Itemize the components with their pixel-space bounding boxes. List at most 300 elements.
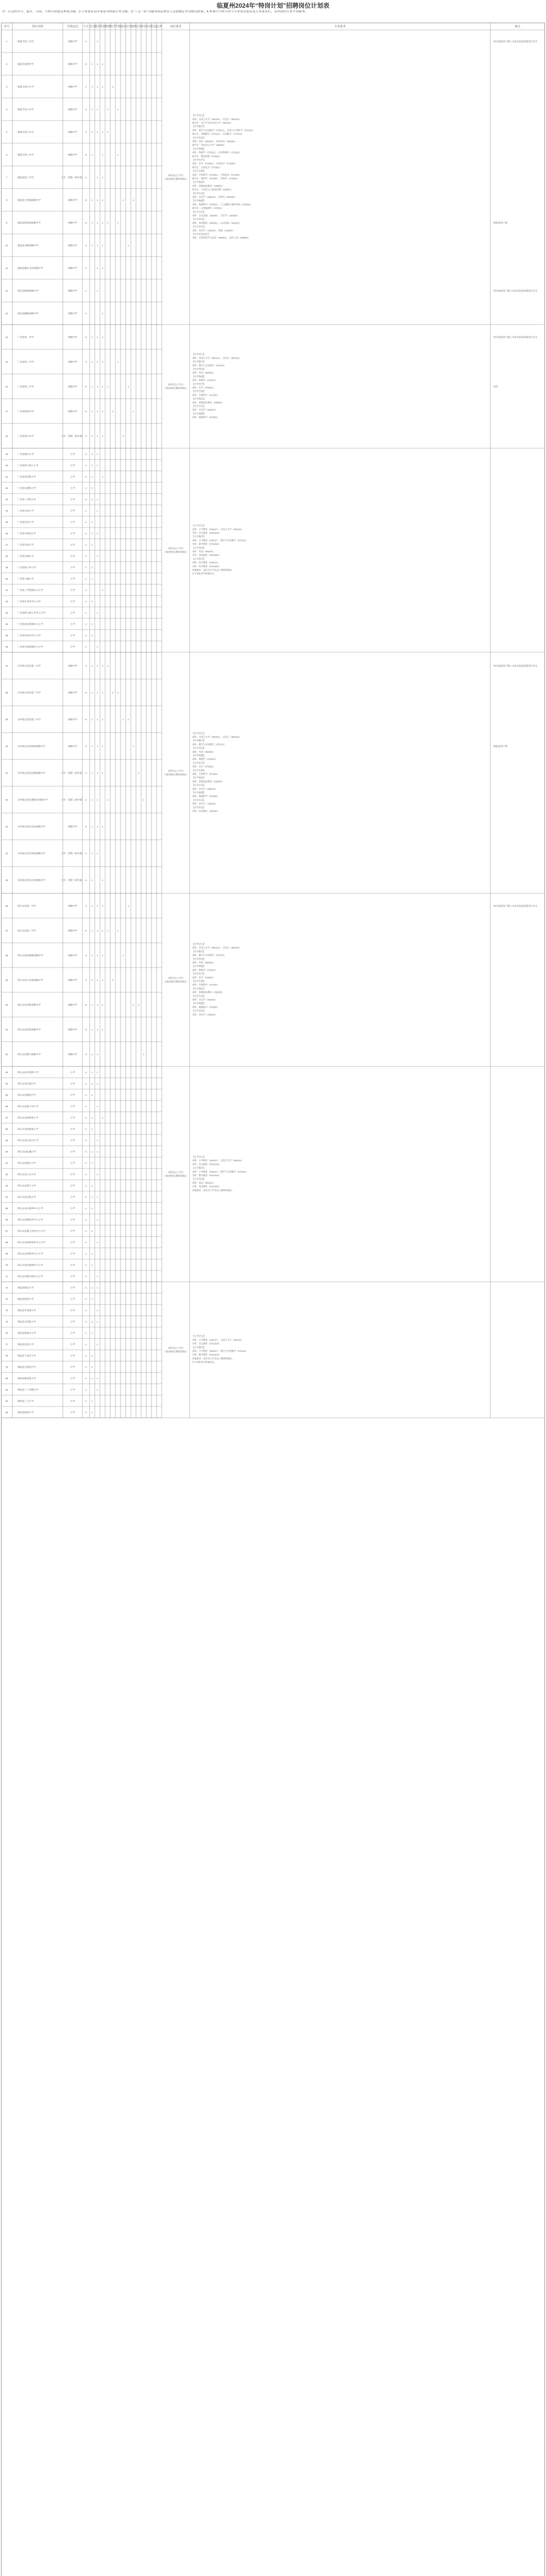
school-name: 广河县买家巷小学	[18, 532, 36, 535]
school-level: 小学	[70, 1400, 75, 1402]
major-requirement-line: 本科：英语（050201）	[192, 1181, 215, 1184]
school-name: 康乐县附城初级中学	[18, 290, 39, 292]
school-level: 小学	[70, 498, 75, 501]
subject-count: 1	[96, 852, 98, 855]
row-number: 55	[5, 1094, 8, 1096]
subject-count: 1	[107, 929, 109, 932]
school-level: 小学	[70, 544, 75, 546]
row-number: 73	[5, 1298, 8, 1300]
major-requirement-line: 专科：语文教育（570103K）	[192, 1342, 221, 1345]
school-level: 初级中学	[68, 825, 77, 828]
major-requirement-line: 【中学物理】	[192, 754, 206, 757]
major-requirement-line: 本科：地理科学（070501）	[192, 795, 220, 798]
subject-count: 1	[96, 1028, 98, 1031]
school-name: 广河县第五中学	[18, 435, 34, 437]
school-level: 小学	[70, 1150, 75, 1153]
row-number: 26	[5, 532, 8, 535]
major-requirement-line: 【中学政治】	[192, 397, 206, 400]
major-requirement-line: 【小学语文】	[192, 1335, 206, 1338]
position-total: 5	[85, 222, 87, 224]
major-requirement-line: 本科：地理科学（070501）	[192, 1006, 220, 1009]
major-requirement-line: 【中学生物】	[192, 390, 206, 393]
subject-count: 1	[91, 521, 93, 523]
row-number: 24	[5, 510, 8, 512]
major-requirement-line: 本科：汉语言文学（050101）、汉语言（050102）	[192, 357, 242, 360]
row-number: 81	[5, 1388, 8, 1391]
position-total: 1	[85, 1343, 87, 1346]
major-requirement-line: 本科：物理学（070201）	[192, 758, 217, 761]
row-number: 78	[5, 1354, 8, 1357]
row-number: 42	[5, 799, 8, 801]
subject-count: 1	[96, 290, 98, 292]
row-number: 51	[5, 1028, 8, 1031]
subject-count: 1	[96, 905, 98, 907]
major-requirement-line: 本科：生物科学（071001）、生物技术（071002）	[192, 173, 242, 176]
subject-count: 1	[96, 1241, 98, 1244]
school-name: 和政县三合小学	[18, 1400, 34, 1402]
school-name: 广河县齐家小学	[18, 544, 34, 546]
major-requirement-line: 【中学信息技术】	[192, 233, 210, 235]
school-level: 九年一贯制（初中部）	[61, 176, 84, 179]
position-total: 1	[85, 646, 87, 648]
subject-count: 1	[91, 108, 93, 111]
subject-count: 1	[91, 199, 93, 201]
position-total: 2	[85, 852, 87, 855]
school-level: 小学	[70, 566, 75, 569]
position-total: 1	[85, 1400, 87, 1402]
row-number: 22	[5, 487, 8, 489]
row-number: 34	[5, 623, 8, 625]
major-requirement-line: 【小学数学】	[192, 535, 206, 538]
subject-count: 1	[122, 435, 124, 437]
school-level: 小学	[70, 1252, 75, 1255]
school-level: 小学	[70, 532, 75, 535]
school-level: 小学	[70, 1332, 75, 1334]
row-note: 限临夏州户籍	[493, 222, 507, 224]
position-total: 2	[85, 1196, 87, 1198]
row-number: 13	[5, 312, 8, 315]
school-name: 积石山县第一中学	[18, 905, 36, 907]
subject-count: 1	[96, 1071, 98, 1074]
row-number: 65	[5, 1207, 8, 1210]
row-number: 33	[5, 612, 8, 614]
school-name: 广河县第三中学	[18, 385, 34, 388]
job-requirement: 本科及以上学历	[167, 977, 184, 979]
row-number: 71	[5, 1275, 8, 1278]
school-level: 初级中学	[68, 86, 77, 88]
subject-count: 1	[101, 825, 104, 828]
school-name: 临夏市第四中学	[18, 63, 34, 65]
subject-count: 1	[91, 799, 93, 801]
row-number: 74	[5, 1309, 8, 1312]
row-number: 6	[6, 154, 8, 156]
row-number: 46	[5, 905, 8, 907]
school-name: 广河县祁家集小学	[18, 476, 36, 478]
major-requirement-line: 其他要求：需具有小学及以上教师资格证。	[192, 1189, 234, 1192]
position-total: 1	[85, 1094, 87, 1096]
position-total: 1	[85, 544, 87, 546]
subject-count: 1	[96, 108, 98, 111]
school-name: 临夏市第三中学	[18, 40, 34, 43]
major-requirement-line: 【中学数学】	[192, 125, 206, 128]
school-level: 小学	[70, 453, 75, 455]
major-requirement-line: 研究生：语言学及应用语言学（050102）	[192, 122, 233, 124]
major-requirement-line: 本科：英语（050201）	[192, 961, 215, 964]
row-number: 4	[6, 108, 8, 111]
major-requirement-line: 本科：小学教育（040107）、数学与应用数学（070101）	[192, 1350, 248, 1352]
subject-count: 1	[96, 63, 98, 65]
subject-count: 1	[101, 63, 104, 65]
school-name: 广河县三甲集镇中心小学	[18, 589, 43, 591]
subject-count: 1	[96, 1377, 98, 1380]
job-requirement: 并取得相应教师资格证	[164, 387, 187, 389]
row-number: 1	[6, 40, 8, 43]
major-requirement-line: 【中学历史】	[192, 784, 206, 787]
major-requirement-line: 【中学英语】	[192, 747, 206, 750]
column-header: 语文	[89, 25, 95, 28]
row-note: 男性	[493, 385, 498, 388]
subject-count: 1	[96, 929, 98, 932]
subject-count: 1	[101, 1116, 104, 1119]
position-total: 4	[85, 131, 87, 133]
subject-count: 1	[107, 108, 109, 111]
subject-count: 1	[101, 222, 104, 224]
row-number: 23	[5, 498, 8, 501]
job-requirement: 本科及以上学历	[167, 1347, 184, 1349]
school-level: 小学	[70, 1105, 75, 1108]
position-total: 2	[85, 1320, 87, 1323]
major-requirement-line: 本科：美术学（130401）、绘画（130402）	[192, 229, 235, 232]
subject-count: 1	[91, 1230, 93, 1232]
row-number: 45	[5, 879, 8, 882]
subject-count: 1	[96, 199, 98, 201]
subject-count: 1	[96, 1218, 98, 1221]
subject-count: 1	[96, 1275, 98, 1278]
school-name: 东乡族自治县第二中学	[18, 691, 41, 694]
school-name: 广河县水泉小学	[18, 510, 34, 512]
major-requirement-line: 本科：汉语言文学（050101）、汉语言（050102）	[192, 736, 242, 738]
major-requirement-line: 本科：英语（050201）、商务英语（050262）	[192, 140, 237, 143]
row-number: 75	[5, 1320, 8, 1323]
major-requirement-line: 【中学政治】	[192, 181, 206, 184]
job-requirement: 本科及以上学历	[167, 383, 184, 386]
major-requirement-line: 【中学化学】	[192, 761, 206, 765]
subject-count: 1	[91, 1150, 93, 1153]
school-level: 小学	[70, 521, 75, 523]
subject-count: 1	[96, 555, 98, 557]
subject-count: 1	[96, 745, 98, 748]
subject-count: 1	[91, 464, 93, 467]
major-requirement-line: 本科：物理学（070201）	[192, 969, 217, 972]
major-requirement-line: 本科：化学（070301）、应用化学（070302）	[192, 162, 237, 165]
school-level: 九年一贯制（初中部）	[61, 772, 84, 774]
job-requirement: 本科及以上学历	[167, 174, 184, 177]
position-total: 1	[85, 1218, 87, 1221]
subject-count: 1	[91, 544, 93, 546]
position-total: 3	[85, 1053, 87, 1056]
school-name: 和政县三十里铺小学	[18, 1388, 39, 1391]
row-number: 53	[5, 1071, 8, 1074]
row-number: 19	[5, 453, 8, 455]
row-number: 32	[5, 600, 8, 603]
job-requirement: 本科及以上学历	[167, 1171, 184, 1174]
subject-count: 1	[91, 1332, 93, 1334]
position-total: 1	[85, 1230, 87, 1232]
row-number: 11	[5, 267, 8, 269]
school-name: 积石山县石塬小学	[18, 1082, 36, 1085]
major-requirement-line: 【中学物理】	[192, 965, 206, 968]
subject-count: 1	[96, 410, 98, 413]
subject-count: 1	[96, 336, 98, 338]
school-level: 小学	[70, 487, 75, 489]
row-note: 须为临夏州户籍人员或在临夏州就读毕业生	[493, 40, 538, 43]
column-header: 数学	[94, 25, 100, 28]
position-total: 1	[85, 510, 87, 512]
major-requirement-line: 【中学英语】	[192, 136, 206, 139]
subject-count: 1	[107, 222, 109, 224]
subject-count: 1	[91, 745, 93, 748]
position-total: 2	[85, 1150, 87, 1153]
subject-count: 1	[96, 979, 98, 981]
major-requirement-line: 【中学生物】	[192, 980, 206, 982]
subject-count: 1	[122, 954, 124, 957]
subject-count: 1	[117, 361, 119, 363]
position-total: 5	[85, 691, 87, 694]
subject-count: 1	[91, 665, 93, 667]
row-number: 44	[5, 852, 8, 855]
major-requirement-line: 本科：数学与应用数学（070101）	[192, 364, 226, 367]
column-header: 合计	[83, 25, 89, 28]
major-requirement-line: 【小学数学】	[192, 1346, 206, 1349]
major-requirement-line: 本科：地理科学（070501）、人文地理与城乡规划（070503）	[192, 203, 252, 206]
subject-count: 1	[96, 532, 98, 535]
subject-count: 1	[96, 453, 98, 455]
subject-count: 1	[101, 979, 104, 981]
subject-count: 1	[91, 1377, 93, 1380]
major-requirement-line: 专科：语文教育（570103K）	[192, 532, 221, 534]
school-name: 积石山县银川初级中学	[18, 1053, 41, 1056]
subject-count: 1	[112, 979, 114, 981]
major-requirement-line: 专科：数学教育（570104K）	[192, 1353, 221, 1357]
major-requirement-line: 本科：思想政治教育（030503）	[192, 780, 224, 783]
school-level: 小学	[70, 1128, 75, 1130]
school-name: 积石山县安集小学	[18, 1196, 36, 1198]
subject-count: 1	[91, 1286, 93, 1289]
school-level: 初级中学	[68, 290, 77, 292]
row-number: 79	[5, 1366, 8, 1368]
school-name: 东乡族自治县果园初级中学	[18, 852, 45, 855]
school-name: 东乡族自治县那勒寺初级中学	[18, 799, 48, 801]
position-total: 1	[85, 555, 87, 557]
school-level: 小学	[70, 1196, 75, 1198]
school-name: 广河县第二中学	[18, 361, 34, 363]
major-requirement-line: 本科：物理学（070201）、应用物理学（070202）	[192, 151, 242, 154]
position-total: 2	[85, 1082, 87, 1085]
school-level: 小学	[70, 1377, 75, 1380]
position-total: 2	[85, 1377, 87, 1380]
school-name: 和政县松鸣小学	[18, 1411, 34, 1414]
major-requirement-line: 【中学美术】	[192, 225, 206, 228]
row-note: 限临夏州户籍	[493, 745, 507, 748]
position-total: 1	[85, 1139, 87, 1142]
subject-count: 1	[96, 435, 98, 437]
row-note: 须为临夏州户籍人员或在临夏州就读毕业生	[493, 665, 538, 667]
row-number: 18	[5, 435, 8, 437]
row-number: 14	[5, 336, 8, 338]
position-total: 1	[85, 1388, 87, 1391]
subject-count: 1	[96, 1173, 98, 1176]
school-level: 小学	[70, 1230, 75, 1232]
subject-count: 1	[96, 1196, 98, 1198]
position-total: 4	[85, 665, 87, 667]
position-total: 1	[85, 1241, 87, 1244]
column-header: 生物	[115, 25, 121, 28]
subject-count: 1	[91, 905, 93, 907]
major-requirement-line: 本科：历史学（060101）	[192, 787, 217, 790]
job-requirement: 并取得相应教师资格证	[164, 773, 187, 776]
major-requirement-line: 专科：数学教育（570104K）	[192, 543, 221, 546]
major-requirement-line: 本科：地理科学（070501）	[192, 416, 220, 419]
major-requirement-line: 本科：思想政治教育（030503）	[192, 991, 224, 994]
position-total: 4	[85, 244, 87, 247]
major-requirement-line: 本科：汉语言文学（050101）、汉语言（050102）	[192, 117, 242, 121]
subject-count: 1	[112, 410, 114, 413]
school-level: 初级中学	[68, 745, 77, 748]
school-level: 小学	[70, 1071, 75, 1074]
subject-count: 1	[101, 772, 104, 774]
major-requirement-line: 【中学英语】	[192, 368, 206, 370]
row-number: 10	[5, 244, 8, 247]
major-requirement-line: 【中学音乐】	[192, 799, 206, 802]
school-level: 小学	[70, 1173, 75, 1176]
position-total: 1	[85, 1366, 87, 1368]
subject-count: 1	[122, 718, 124, 721]
row-number: 27	[5, 544, 8, 546]
school-name: 广河县阿力麻土小学	[18, 464, 39, 467]
position-total: 5	[85, 1004, 87, 1006]
subject-count: 1	[117, 154, 119, 156]
position-total: 1	[85, 521, 87, 523]
school-name: 东乡族自治县达板初级中学	[18, 772, 45, 774]
subject-count: 1	[96, 1004, 98, 1006]
subject-count: 1	[132, 745, 134, 748]
major-requirement-line: 本科：音乐学（130202）	[192, 802, 217, 805]
school-level: 初级中学	[68, 312, 77, 315]
subject-count: 1	[143, 799, 145, 801]
subject-count: 1	[132, 199, 134, 201]
subject-count: 1	[91, 566, 93, 569]
major-requirement-line: 研究生：马克思主义基本原理（030501）	[192, 188, 233, 191]
school-level: 初级中学	[68, 222, 77, 224]
major-requirement-line: 并与所报考学科相对应。	[192, 572, 217, 575]
subject-count: 1	[143, 1053, 145, 1056]
subject-count: 1	[96, 1082, 98, 1085]
school-name: 东乡族自治县第三中学	[18, 718, 41, 721]
school-level: 小学	[70, 1275, 75, 1278]
subject-count: 1	[112, 86, 114, 88]
school-name: 广河县官坊小学	[18, 521, 34, 523]
school-level: 小学	[70, 1207, 75, 1210]
school-name: 积石山县第二中学	[18, 929, 36, 932]
row-number: 9	[6, 222, 8, 224]
column-header: 序号	[4, 25, 10, 28]
school-name: 广河县第一中学	[18, 336, 34, 338]
subject-count: 1	[91, 63, 93, 65]
row-number: 60	[5, 1150, 8, 1153]
subject-count: 1	[117, 691, 119, 694]
major-requirement-line: 【中学语文】	[192, 943, 206, 945]
subject-count: 1	[101, 589, 104, 591]
position-total: 4	[85, 361, 87, 363]
school-name: 广河县三甲集小学	[18, 498, 36, 501]
school-name: 广河县官坊乡中心小学	[18, 634, 41, 637]
school-level: 初级中学	[68, 1004, 77, 1006]
school-name: 广河县祁家集镇中心小学	[18, 623, 43, 625]
column-header: 信息	[151, 25, 157, 28]
subject-count: 1	[127, 244, 129, 247]
subject-count: 1	[96, 665, 98, 667]
major-requirement-line: 本科：汉语言文学（050101）、汉语言（050102）	[192, 946, 242, 950]
row-number: 50	[5, 1004, 8, 1006]
school-name: 积石山县小关小学	[18, 1173, 36, 1176]
school-level: 初级中学	[68, 336, 77, 338]
row-number: 43	[5, 825, 8, 828]
row-number: 76	[5, 1332, 8, 1334]
school-name: 和政县卜家庄小学	[18, 1354, 36, 1357]
subject-count: 1	[101, 86, 104, 88]
subject-count: 1	[91, 1053, 93, 1056]
row-number: 2	[6, 63, 8, 65]
position-total: 1	[85, 1184, 87, 1187]
school-level: 初级中学	[68, 979, 77, 981]
subject-count: 1	[91, 410, 93, 413]
column-header: 英语	[99, 25, 106, 28]
subject-count: 1	[91, 600, 93, 603]
row-number: 38	[5, 691, 8, 694]
row-number: 12	[5, 290, 8, 292]
job-requirement: 并取得相应教师资格证	[164, 1350, 187, 1353]
school-name: 临夏市第七中学	[18, 131, 34, 133]
school-level: 初级中学	[68, 108, 77, 111]
major-requirement-line: 本科：历史学（060101）、世界史（060102）	[192, 196, 237, 198]
subject-count: 1	[107, 799, 109, 801]
row-number: 31	[5, 589, 8, 591]
row-number: 29	[5, 566, 8, 569]
school-level: 小学	[70, 1082, 75, 1085]
school-name: 和政县马家堡小学	[18, 1366, 36, 1368]
subject-count: 1	[96, 718, 98, 721]
position-total: 1	[85, 290, 87, 292]
subject-count: 1	[91, 1196, 93, 1198]
school-level: 初级中学	[68, 244, 77, 247]
major-requirement-line: 【中学生物】	[192, 769, 206, 772]
major-requirement-line: 本科：小学教育（040107）、数学与应用数学（070101）	[192, 539, 248, 542]
school-level: 九年一贯制（初中部）	[61, 799, 84, 801]
subject-count: 1	[91, 718, 93, 721]
subject-count: 1	[91, 979, 93, 981]
subject-count: 1	[101, 361, 104, 363]
subject-count: 1	[101, 244, 104, 247]
row-number: 40	[5, 745, 8, 748]
major-requirement-line: 专科：语文教育（570103K）	[192, 1163, 221, 1166]
major-requirement-line: 【中学历史】	[192, 192, 206, 195]
major-requirement-line: 【中学语文】	[192, 353, 206, 356]
position-total: 1	[85, 1332, 87, 1334]
row-number: 35	[5, 634, 8, 637]
school-level: 初级中学	[68, 361, 77, 363]
subject-count: 1	[91, 154, 93, 156]
major-requirement-line: 【小学数学】	[192, 1166, 206, 1170]
